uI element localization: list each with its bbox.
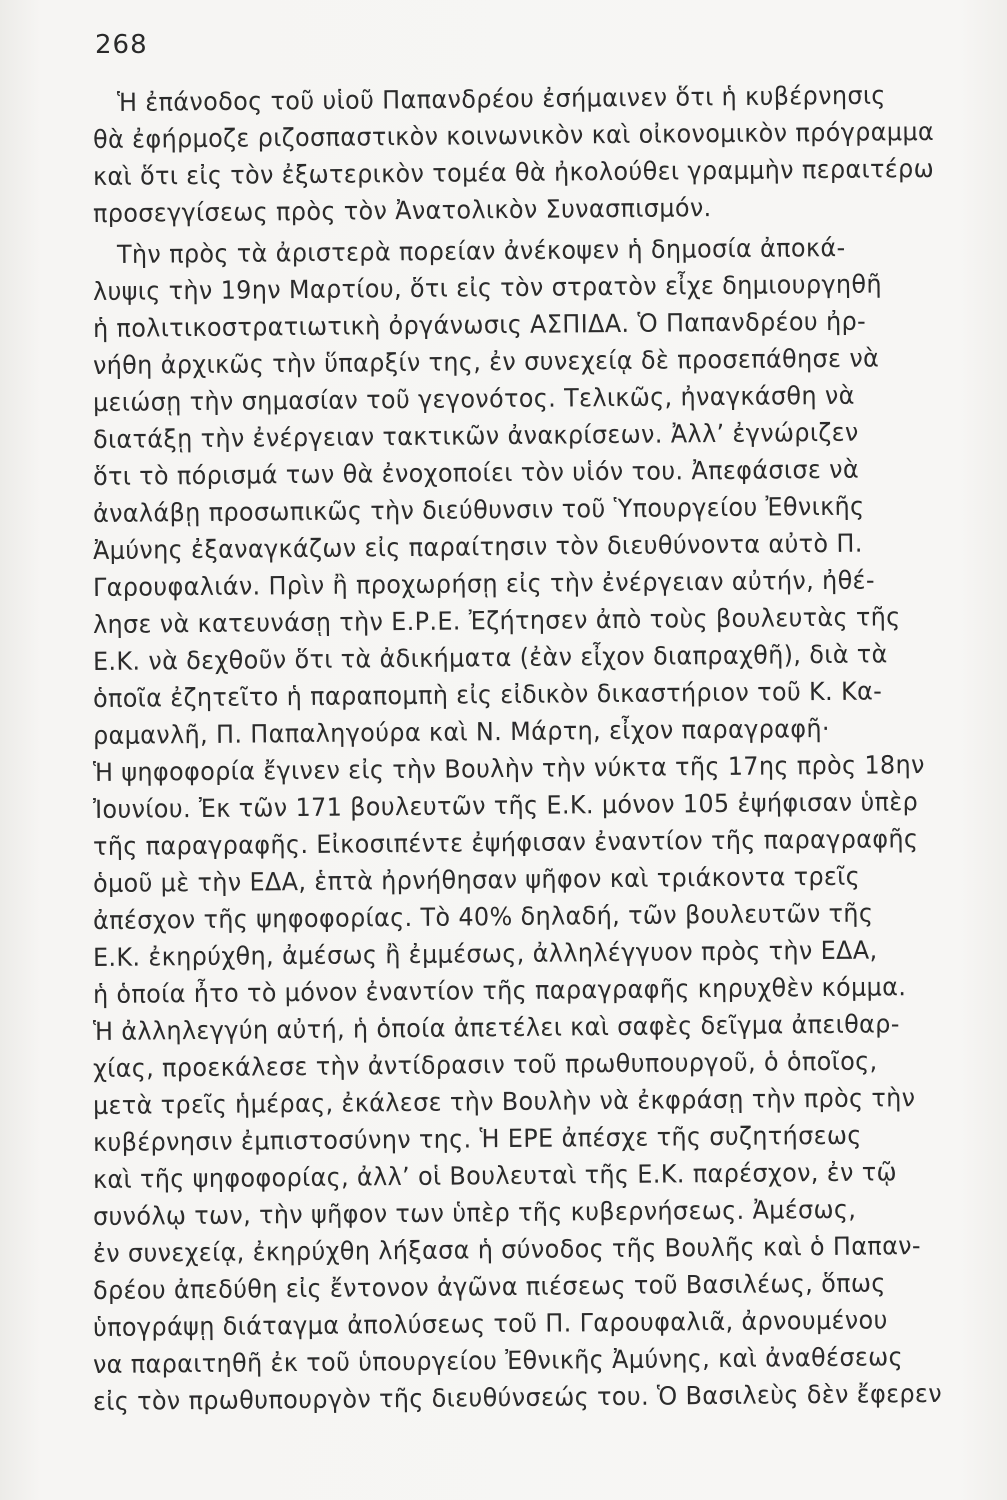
- text-line: μετὰ τρεῖς ἡμέρας, ἐκάλεσε τὴν Βουλὴν νὰ ἐκφράσῃ τὴν πρὸς τὴν: [92, 1083, 916, 1120]
- text-line: εἰς τὸν πρωθυπουργὸν τῆς διευθύνσεώς του. Ὁ Βασιλεὺς δὲν ἔφερεν: [92, 1378, 943, 1416]
- text-line: προσεγγίσεως πρὸς τὸν Ἀνατολικὸν Συνασπισμόν.: [92, 193, 712, 228]
- text-line: Ἡ ἐπάνοδος τοῦ υἱοῦ Παπανδρέου ἐσήμαινεν ὅτι ἡ κυβέρνησις: [116, 80, 886, 117]
- text-line: μειώσῃ τὴν σημασίαν τοῦ γεγονότος. Τελικῶς, ἠναγκάσθη νὰ: [92, 380, 855, 417]
- text-line: Ἰουνίου. Ἐκ τῶν 171 βουλευτῶν τῆς Ε.Κ. μόνον 105 ἐψήφισαν ὑπὲρ: [92, 787, 919, 824]
- text-line: συνόλῳ των, τὴν ψῆφον των ὑπὲρ τῆς κυβερνήσεως. Ἀμέσως,: [92, 1194, 857, 1231]
- text-line: Γαρουφαλιάν. Πρὶν ἢ προχωρήσῃ εἰς τὴν ἐνέργειαν αὐτήν, ἠθέ-: [92, 565, 876, 602]
- text-line: ἀπέσχον τῆς ψηφοφορίας. Τὸ 40% δηλαδή, τῶν βουλευτῶν τῆς: [92, 898, 874, 935]
- text-line: κυβέρνησιν ἐμπιστοσύνην της. Ἡ ΕΡΕ ἀπέσχε τῆς συζητήσεως: [92, 1120, 862, 1157]
- text-line: ὁμοῦ μὲ τὴν ΕΔΑ, ἑπτὰ ἠρνήθησαν ψῆφον καὶ τριάκοντα τρεῖς: [92, 861, 861, 898]
- text-line: τῆς παραγραφῆς. Εἰκοσιπέντε ἐψήφισαν ἐναντίον τῆς παραγραφῆς: [92, 824, 919, 861]
- text-line: καὶ ὅτι εἰς τὸν ἐξωτερικὸν τομέα θὰ ἠκολούθει γραμμὴν περαιτέρω: [92, 153, 935, 191]
- text-line: διατάξῃ τὴν ἐνέργειαν τακτικῶν ἀνακρίσεων. Ἀλλ’ ἐγνώριζεν: [92, 417, 859, 454]
- text-line: ἐν συνεχείᾳ, ἐκηρύχθη λήξασα ἡ σύνοδος τῆς Βουλῆς καὶ ὁ Παπαν-: [92, 1231, 922, 1268]
- text-line: Ἡ ἀλληλεγγύη αὐτή, ἡ ὁποία ἀπετέλει καὶ σαφὲς δεῖγμα ἀπειθαρ-: [92, 1009, 900, 1046]
- text-line: Τὴν πρὸς τὰ ἀριστερὰ πορείαν ἀνέκοψεν ἡ δημοσία ἀποκά-: [116, 233, 846, 269]
- text-line: θὰ ἐφήρμοζε ριζοσπαστικὸν κοινωνικὸν καὶ οἰκονομικὸν πρόγραμμα: [92, 116, 935, 154]
- text-line: χίας, προεκάλεσε τὴν ἀντίδρασιν τοῦ πρωθυπουργοῦ, ὁ ὁποῖος,: [92, 1046, 878, 1083]
- text-line: ὅτι τὸ πόρισμά των θὰ ἐνοχοποίει τὸν υἱόν του. Ἀπεφάσισε νὰ: [92, 454, 860, 491]
- text-line: ὑπογράψῃ διάταγμα ἀπολύσεως τοῦ Π. Γαρουφαλιᾶ, ἀρνουμένου: [92, 1305, 888, 1342]
- text-line: ἡ ὁποία ἦτο τὸ μόνον ἐναντίον τῆς παραγραφῆς κηρυχθὲν κόμμα.: [92, 972, 907, 1009]
- text-line: Ε.Κ. ἐκηρύχθη, ἀμέσως ἢ ἐμμέσως, ἀλληλέγγυον πρὸς τὴν ΕΔΑ,: [92, 935, 878, 972]
- text-line: να παραιτηθῆ ἐκ τοῦ ὑπουργείου Ἐθνικῆς Ἀμύνης, καὶ ἀναθέσεως: [92, 1342, 904, 1379]
- text-line: ραμανλῆ, Π. Παπαληγούρα καὶ Ν. Μάρτη, εἶχον παραγραφῆ·: [92, 713, 831, 750]
- text-line: καὶ τῆς ψηφοφορίας, ἀλλ’ οἱ Βουλευταὶ τῆς Ε.Κ. παρέσχον, ἐν τῷ: [92, 1157, 898, 1194]
- text-line: δρέου ἀπεδύθη εἰς ἔντονον ἀγῶνα πιέσεως τοῦ Βασιλέως, ὅπως: [92, 1268, 886, 1305]
- text-line: νήθη ἀρχικῶς τὴν ὕπαρξίν της, ἐν συνεχείᾳ δὲ προσεπάθησε νὰ: [92, 343, 880, 380]
- text-line: ὁποῖα ἐζητεῖτο ἡ παραπομπὴ εἰς εἰδικὸν δικαστήριον τοῦ Κ. Κα-: [92, 676, 883, 713]
- page-number: 268: [95, 30, 148, 60]
- text-line: λησε νὰ κατευνάσῃ τὴν Ε.Ρ.Ε. Ἐζήτησεν ἀπὸ τοὺς βουλευτὰς τῆς: [92, 602, 901, 639]
- text-line: λυψις τὴν 19ην Μαρτίου, ὅτι εἰς τὸν στρατὸν εἶχε δημιουργηθῆ: [92, 269, 883, 306]
- text-line: Ε.Κ. νὰ δεχθοῦν ὅτι τὰ ἀδικήματα (ἐὰν εἶχον διαπραχθῆ), διὰ τὰ: [92, 639, 888, 676]
- text-line: Ἀμύνης ἐξαναγκάζων εἰς παραίτησιν τὸν διευθύνοντα αὐτὸ Π.: [92, 528, 863, 565]
- text-line: Ἡ ψηφοφορία ἔγινεν εἰς τὴν Βουλὴν τὴν νύκτα τῆς 17ης πρὸς 18ην: [92, 750, 925, 787]
- text-line: ἀναλάβῃ προσωπικῶς τὴν διεύθυνσιν τοῦ Ὑπουργείου Ἐθνικῆς: [92, 491, 865, 528]
- text-line: ἡ πολιτικοστρατιωτικὴ ὀργάνωσις ΑΣΠΙΔΑ. Ὁ Παπανδρέου ἠρ-: [92, 306, 867, 343]
